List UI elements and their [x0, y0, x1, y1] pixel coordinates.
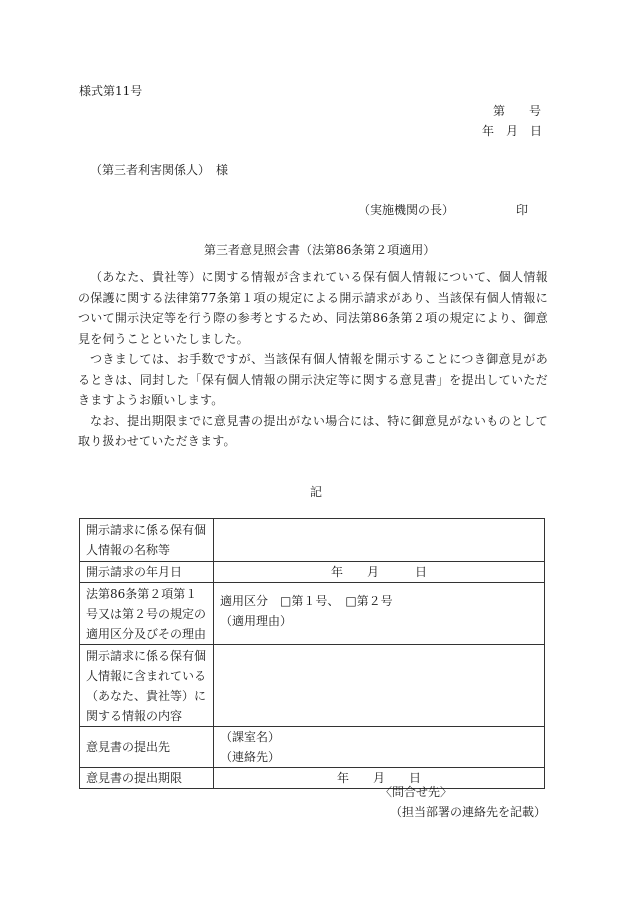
- info-table: [79, 518, 545, 789]
- category-value: [214, 583, 545, 645]
- deadline-value: 年 月 日: [214, 768, 545, 789]
- category-options: 適用区分 □第１号、 □第２号: [220, 594, 393, 608]
- request-date-value: 年 月 日: [214, 562, 545, 583]
- paragraph: （あなた、貴社等）に関する情報が含まれている保有個人情報について、個人情報の保護に関する法律第77条第１項の規定による開示請求があり、当該保有個人情報について開示決定等を行う際の参考とするため、同法第86条第２項の規定により、御意見を伺うことといたしました。: [78, 270, 548, 346]
- category-reason: （適用理由）: [220, 614, 293, 628]
- table-row: [80, 727, 545, 768]
- sender: （実施機関の長）: [358, 203, 455, 217]
- request-name-value: [214, 519, 545, 562]
- body-text: [78, 267, 548, 452]
- table-row: [80, 583, 545, 645]
- deadline-label: 意見書の提出期限: [80, 768, 214, 789]
- info-content-value: [214, 645, 545, 727]
- addressee: （第三者利害関係人） 様: [90, 163, 229, 177]
- table-row: [80, 645, 545, 727]
- dept-name: （課室名）: [220, 730, 281, 744]
- document-date: 年 月 日: [482, 124, 543, 138]
- contact-heading: 〈問合せ先〉: [380, 785, 453, 799]
- table-row: [80, 562, 545, 583]
- request-name-label: 開示請求に係る保有個人情報の名称等: [80, 519, 214, 562]
- request-date-label: 開示請求の年月日: [80, 562, 214, 583]
- contact-info: （連絡先）: [220, 750, 281, 764]
- paragraph: なお、提出期限までに意見書の提出がない場合には、特に御意見がないものとして取り扱わせていただきます。: [78, 413, 548, 448]
- document-number: 第 号: [493, 104, 542, 118]
- table-row: [80, 768, 545, 789]
- contact-note: （担当部署の連絡先を記載）: [390, 805, 547, 819]
- submission-dest-value: [214, 727, 545, 768]
- document-title: 第三者意見照会書（法第86条第２項適用）: [204, 243, 436, 257]
- form-number: 様式第11号: [79, 84, 143, 98]
- seal-mark: 印: [516, 203, 529, 217]
- paragraph: つきましては、お手数ですが、当該保有個人情報を開示することにつき御意見があるときは、同封した「保有個人情報の開示決定等に関する意見書」を提出していただきますようお願いします。: [78, 352, 548, 407]
- ki-heading: 記: [310, 485, 323, 499]
- table-row: [80, 519, 545, 562]
- submission-dest-label: 意見書の提出先: [80, 727, 214, 768]
- info-content-label: 開示請求に係る保有個人情報に含まれている（あなた、貴社等）に関する情報の内容: [80, 645, 214, 727]
- category-label: 法第86条第２項第１号又は第２号の規定の適用区分及びその理由: [80, 583, 214, 645]
